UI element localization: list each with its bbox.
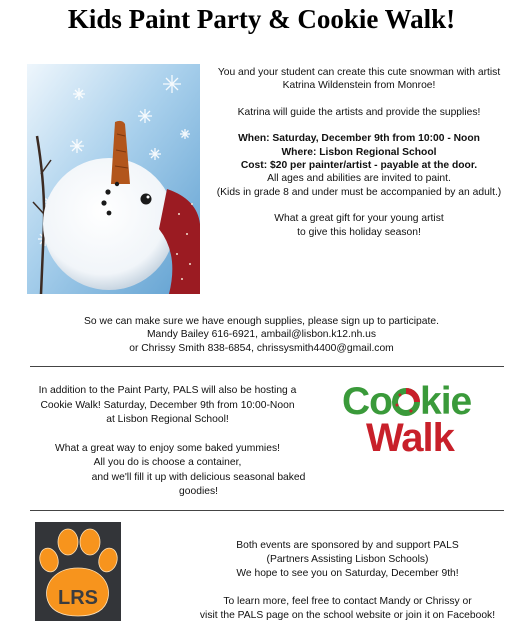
intro-line: What a great gift for your young artist — [274, 213, 444, 225]
cookie-line: What a great way to enjoy some baked yummies! — [55, 442, 280, 454]
intro-line: (Kids in grade 8 and under must be accompanied by an adult.) — [216, 186, 502, 198]
page-title: Kids Paint Party & Cookie Walk! — [67, 4, 456, 34]
intro-line: All ages and abilities are invited to paint. — [267, 173, 451, 185]
signup-contact: Mandy Bailey 616-6921, ambail@lisbon.k12.nh.us — [146, 329, 377, 341]
cookie-line: In addition to the Paint Party, PALS will also be hosting a — [38, 385, 297, 396]
event-when: When: Saturday, December 9th from 10:00 - Noon — [238, 133, 480, 145]
sponsor-line: To learn more, feel free to contact Mandy or Chrissy or — [223, 596, 472, 607]
event-where: Where: Lisbon Regional School — [281, 146, 437, 158]
cookie-walk-description — [20, 384, 315, 500]
cookie-line: at Lisbon Regional School! — [106, 414, 229, 425]
walk-word: Walk — [366, 416, 454, 460]
snowman-painting-image — [27, 64, 200, 294]
paint-party-description — [200, 66, 518, 239]
lrs-paw-image — [35, 522, 121, 621]
divider — [30, 510, 504, 511]
intro-line: Katrina will guide the artists and provide the supplies! — [237, 106, 481, 118]
signup-contact: or Chrissy Smith 838-6854, chrissysmith4400@gmail.com — [129, 342, 394, 354]
sponsor-line: Both events are sponsored by and support PALS — [236, 540, 459, 551]
sponsor-line: visit the PALS page on the school website or join it on Facebook! — [199, 610, 496, 621]
cookie-line: and we'll fill it up with delicious seasonal baked goodies! — [91, 471, 306, 497]
sponsor-line: We hope to see you on Saturday, December 9th! — [236, 568, 459, 579]
paw-label: LRS — [58, 587, 98, 609]
signup-line: So we can make sure we have enough supplies, please sign up to participate. — [84, 316, 439, 327]
intro-line: You and your student can create this cute snowman with artist — [217, 67, 501, 78]
cookie-o-wreath-icon — [391, 387, 421, 417]
signup-section — [0, 315, 523, 355]
event-cost: Cost: $20 per painter/artist - payable at the door. — [240, 160, 478, 172]
cookie-line: All you do is choose a container, — [93, 457, 242, 468]
intro-line: to give this holiday season! — [297, 226, 421, 238]
sponsor-line: (Partners Assisting Lisbon Schools) — [266, 554, 429, 565]
divider — [30, 366, 504, 367]
cookie-walk-logo — [342, 382, 502, 462]
sponsor-section — [180, 539, 515, 623]
cookie-word: Co kie — [342, 380, 472, 423]
cookie-line: Cookie Walk! Saturday, December 9th from 10:00-Noon — [40, 399, 295, 411]
intro-line: Katrina Wildenstein from Monroe! — [282, 80, 436, 92]
